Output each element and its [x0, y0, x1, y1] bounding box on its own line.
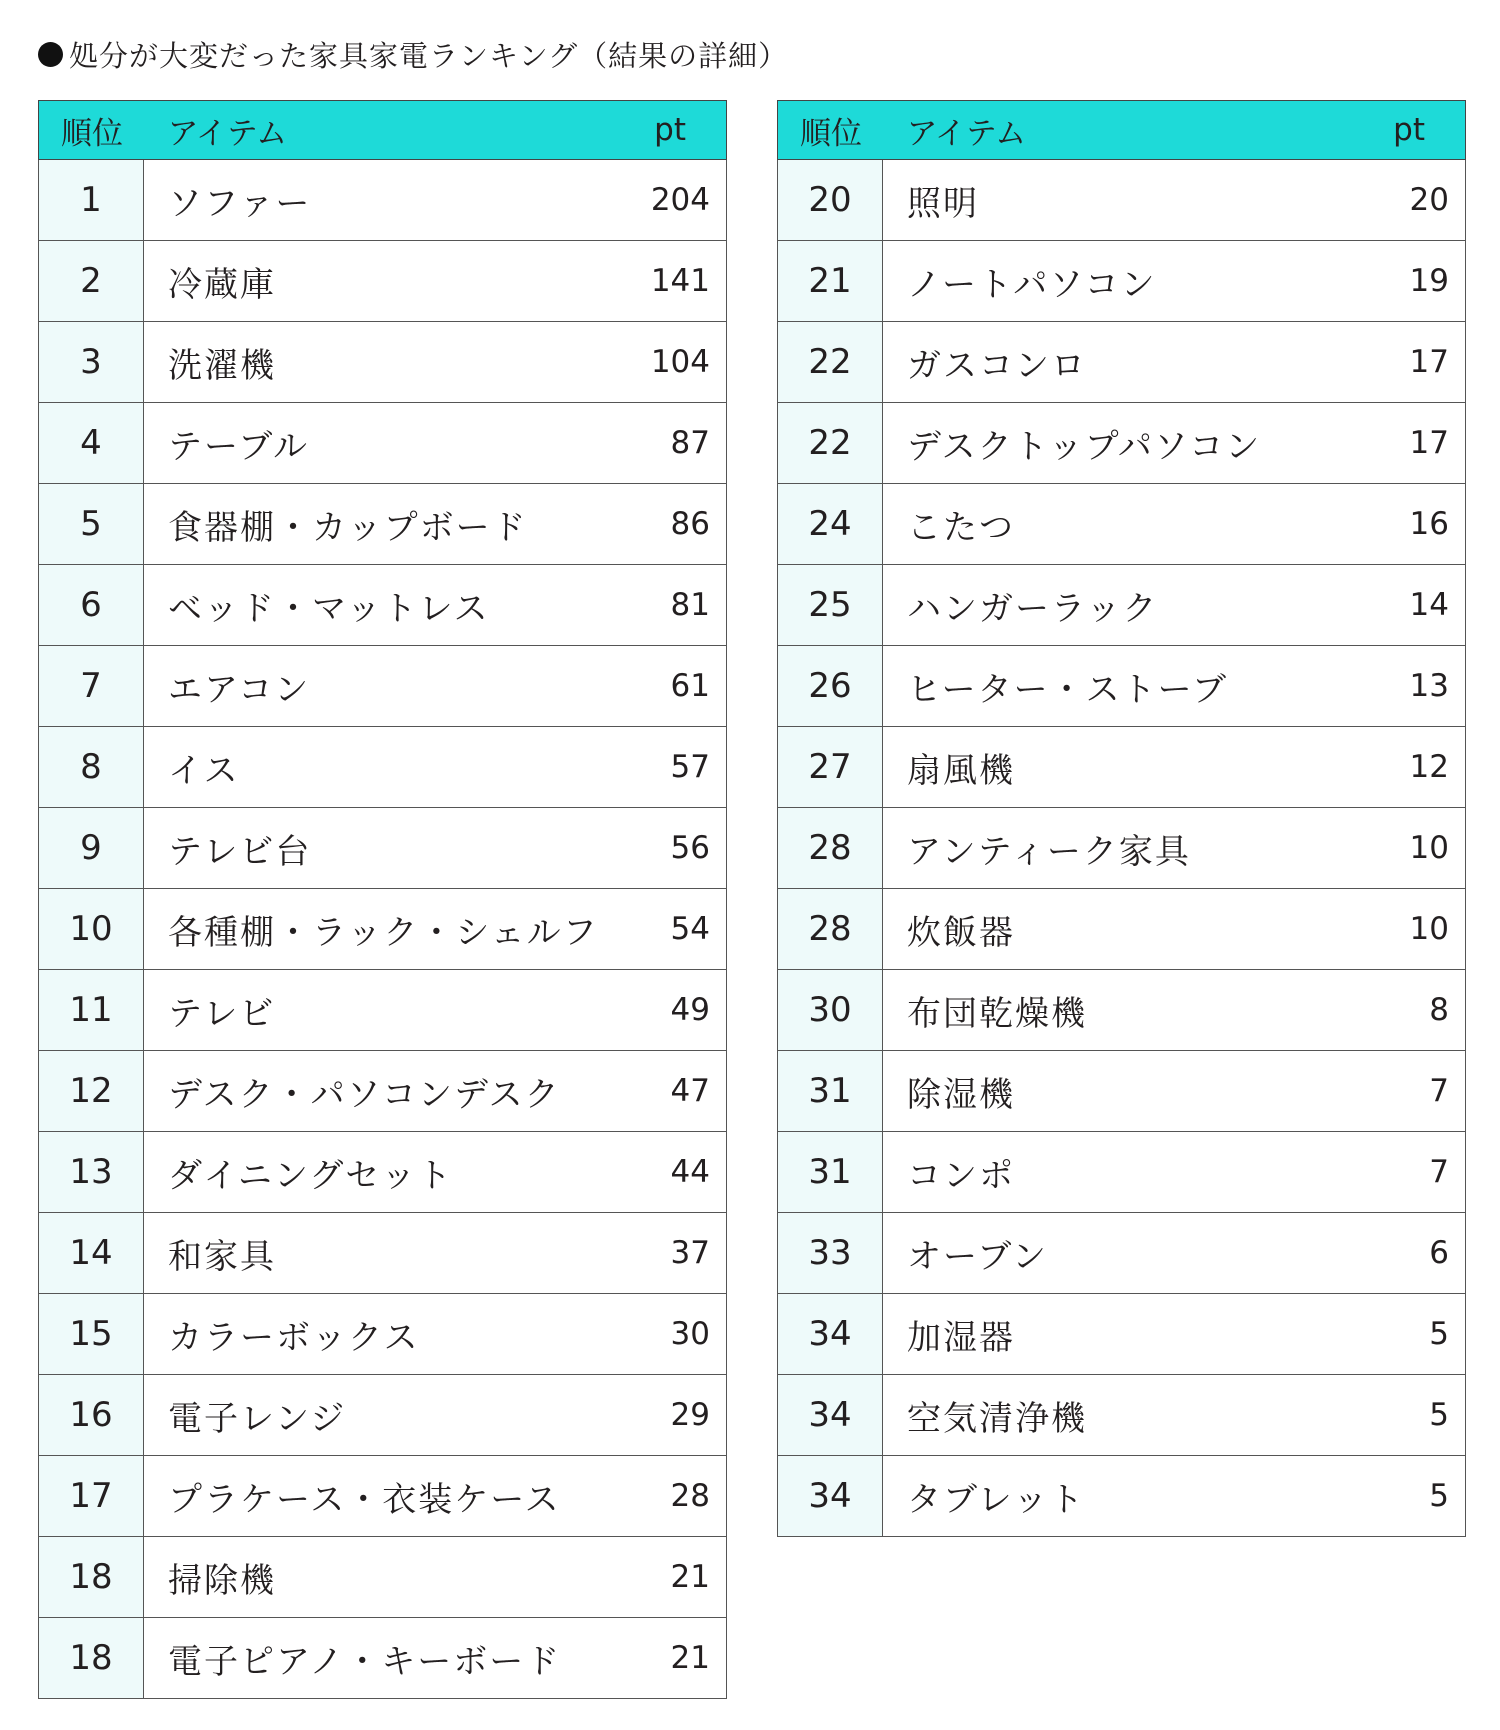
pt-cell: 54 [620, 889, 727, 970]
rank-cell: 7 [39, 646, 144, 727]
header-item: アイテム [144, 101, 620, 160]
bullet-icon [38, 42, 63, 67]
pt-cell: 104 [620, 322, 727, 403]
table-row [39, 1294, 727, 1375]
item-cell: 洗濯機 [144, 322, 620, 403]
pt-cell: 16 [1359, 484, 1466, 565]
item-cell: 電子ピアノ・キーボード [144, 1618, 620, 1699]
table-row [39, 1051, 727, 1132]
pt-cell: 87 [620, 403, 727, 484]
header-pt: pt [620, 101, 727, 160]
pt-cell: 14 [1359, 565, 1466, 646]
ranking-table-right [777, 100, 1466, 1537]
rank-cell: 20 [778, 160, 883, 241]
pt-cell: 37 [620, 1213, 727, 1294]
item-cell: 各種棚・ラック・シェルフ [144, 889, 620, 970]
item-cell: こたつ [883, 484, 1359, 565]
item-cell: 扇風機 [883, 727, 1359, 808]
table-body [39, 160, 727, 1699]
item-cell: 空気清浄機 [883, 1375, 1359, 1456]
pt-cell: 20 [1359, 160, 1466, 241]
pt-cell: 6 [1359, 1213, 1466, 1294]
item-cell: ヒーター・ストーブ [883, 646, 1359, 727]
table-row [39, 1537, 727, 1618]
pt-cell: 13 [1359, 646, 1466, 727]
pt-cell: 56 [620, 808, 727, 889]
header-pt: pt [1359, 101, 1466, 160]
table-row [778, 1375, 1466, 1456]
rank-cell: 28 [778, 808, 883, 889]
rank-cell: 26 [778, 646, 883, 727]
item-cell: イス [144, 727, 620, 808]
table-row [39, 241, 727, 322]
rank-cell: 18 [39, 1537, 144, 1618]
pt-cell: 7 [1359, 1051, 1466, 1132]
pt-cell: 28 [620, 1456, 727, 1537]
pt-cell: 12 [1359, 727, 1466, 808]
table-body [778, 160, 1466, 1537]
header-rank: 順位 [39, 101, 144, 160]
pt-cell: 17 [1359, 322, 1466, 403]
rank-cell: 11 [39, 970, 144, 1051]
item-cell: 電子レンジ [144, 1375, 620, 1456]
pt-cell: 21 [620, 1618, 727, 1699]
table-header-row [778, 101, 1466, 160]
item-cell: コンポ [883, 1132, 1359, 1213]
item-cell: カラーボックス [144, 1294, 620, 1375]
pt-cell: 5 [1359, 1456, 1466, 1537]
rank-cell: 18 [39, 1618, 144, 1699]
table-row [39, 1618, 727, 1699]
table-row [778, 1051, 1466, 1132]
item-cell: プラケース・衣装ケース [144, 1456, 620, 1537]
item-cell: ハンガーラック [883, 565, 1359, 646]
pt-cell: 49 [620, 970, 727, 1051]
rank-cell: 31 [778, 1132, 883, 1213]
pt-cell: 21 [620, 1537, 727, 1618]
rank-cell: 15 [39, 1294, 144, 1375]
item-cell: エアコン [144, 646, 620, 727]
item-cell: 掃除機 [144, 1537, 620, 1618]
table-row [778, 646, 1466, 727]
table-row [39, 1456, 727, 1537]
item-cell: 和家具 [144, 1213, 620, 1294]
rank-cell: 34 [778, 1294, 883, 1375]
table-row [778, 160, 1466, 241]
item-cell: ガスコンロ [883, 322, 1359, 403]
pt-cell: 5 [1359, 1375, 1466, 1456]
pt-cell: 57 [620, 727, 727, 808]
table-row [778, 1132, 1466, 1213]
pt-cell: 17 [1359, 403, 1466, 484]
rank-cell: 27 [778, 727, 883, 808]
item-cell: デスク・パソコンデスク [144, 1051, 620, 1132]
pt-cell: 5 [1359, 1294, 1466, 1375]
table-row [39, 646, 727, 727]
table-row [39, 727, 727, 808]
rank-cell: 22 [778, 322, 883, 403]
header-rank: 順位 [778, 101, 883, 160]
table-row [39, 565, 727, 646]
pt-cell: 44 [620, 1132, 727, 1213]
title-text: 処分が大変だった家具家電ランキング（結果の詳細） [69, 38, 789, 73]
table-row [39, 484, 727, 565]
item-cell: ノートパソコン [883, 241, 1359, 322]
rank-cell: 8 [39, 727, 144, 808]
ranking-table-left [38, 100, 727, 1699]
rank-cell: 6 [39, 565, 144, 646]
rank-cell: 3 [39, 322, 144, 403]
item-cell: アンティーク家具 [883, 808, 1359, 889]
rank-cell: 9 [39, 808, 144, 889]
table-header-row [39, 101, 727, 160]
table-row [39, 322, 727, 403]
table-row [39, 1375, 727, 1456]
item-cell: 炊飯器 [883, 889, 1359, 970]
rank-cell: 30 [778, 970, 883, 1051]
table-row [778, 1213, 1466, 1294]
pt-cell: 141 [620, 241, 727, 322]
table-row [39, 808, 727, 889]
table-row [778, 484, 1466, 565]
pt-cell: 19 [1359, 241, 1466, 322]
rank-cell: 10 [39, 889, 144, 970]
pt-cell: 86 [620, 484, 727, 565]
rank-cell: 25 [778, 565, 883, 646]
header-item: アイテム [883, 101, 1359, 160]
table-row [778, 565, 1466, 646]
rank-cell: 5 [39, 484, 144, 565]
table-row [39, 403, 727, 484]
rank-cell: 17 [39, 1456, 144, 1537]
pt-cell: 61 [620, 646, 727, 727]
page-title [38, 32, 788, 76]
table-row [778, 241, 1466, 322]
table-row [778, 322, 1466, 403]
item-cell: テーブル [144, 403, 620, 484]
item-cell: ダイニングセット [144, 1132, 620, 1213]
pt-cell: 10 [1359, 808, 1466, 889]
item-cell: 除湿機 [883, 1051, 1359, 1132]
item-cell: テレビ台 [144, 808, 620, 889]
table-row [39, 1132, 727, 1213]
pt-cell: 7 [1359, 1132, 1466, 1213]
item-cell: ソファー [144, 160, 620, 241]
rank-cell: 31 [778, 1051, 883, 1132]
rank-cell: 1 [39, 160, 144, 241]
rank-cell: 16 [39, 1375, 144, 1456]
item-cell: 加湿器 [883, 1294, 1359, 1375]
item-cell: 冷蔵庫 [144, 241, 620, 322]
rank-cell: 13 [39, 1132, 144, 1213]
rank-cell: 12 [39, 1051, 144, 1132]
rank-cell: 4 [39, 403, 144, 484]
table-row [778, 727, 1466, 808]
rank-cell: 22 [778, 403, 883, 484]
pt-cell: 29 [620, 1375, 727, 1456]
table-row [778, 1294, 1466, 1375]
table-row [778, 970, 1466, 1051]
table-row [778, 808, 1466, 889]
pt-cell: 81 [620, 565, 727, 646]
item-cell: タブレット [883, 1456, 1359, 1537]
item-cell: デスクトップパソコン [883, 403, 1359, 484]
pt-cell: 47 [620, 1051, 727, 1132]
item-cell: ベッド・マットレス [144, 565, 620, 646]
item-cell: 食器棚・カップボード [144, 484, 620, 565]
table-row [778, 889, 1466, 970]
item-cell: オーブン [883, 1213, 1359, 1294]
pt-cell: 30 [620, 1294, 727, 1375]
table-row [39, 1213, 727, 1294]
item-cell: テレビ [144, 970, 620, 1051]
rank-cell: 33 [778, 1213, 883, 1294]
item-cell: 布団乾燥機 [883, 970, 1359, 1051]
table-row [39, 160, 727, 241]
rank-cell: 14 [39, 1213, 144, 1294]
rank-cell: 34 [778, 1375, 883, 1456]
rank-cell: 28 [778, 889, 883, 970]
rank-cell: 34 [778, 1456, 883, 1537]
table-row [39, 889, 727, 970]
pt-cell: 10 [1359, 889, 1466, 970]
pt-cell: 8 [1359, 970, 1466, 1051]
pt-cell: 204 [620, 160, 727, 241]
rank-cell: 21 [778, 241, 883, 322]
rank-cell: 2 [39, 241, 144, 322]
item-cell: 照明 [883, 160, 1359, 241]
rank-cell: 24 [778, 484, 883, 565]
table-row [778, 1456, 1466, 1537]
table-row [39, 970, 727, 1051]
table-row [778, 403, 1466, 484]
